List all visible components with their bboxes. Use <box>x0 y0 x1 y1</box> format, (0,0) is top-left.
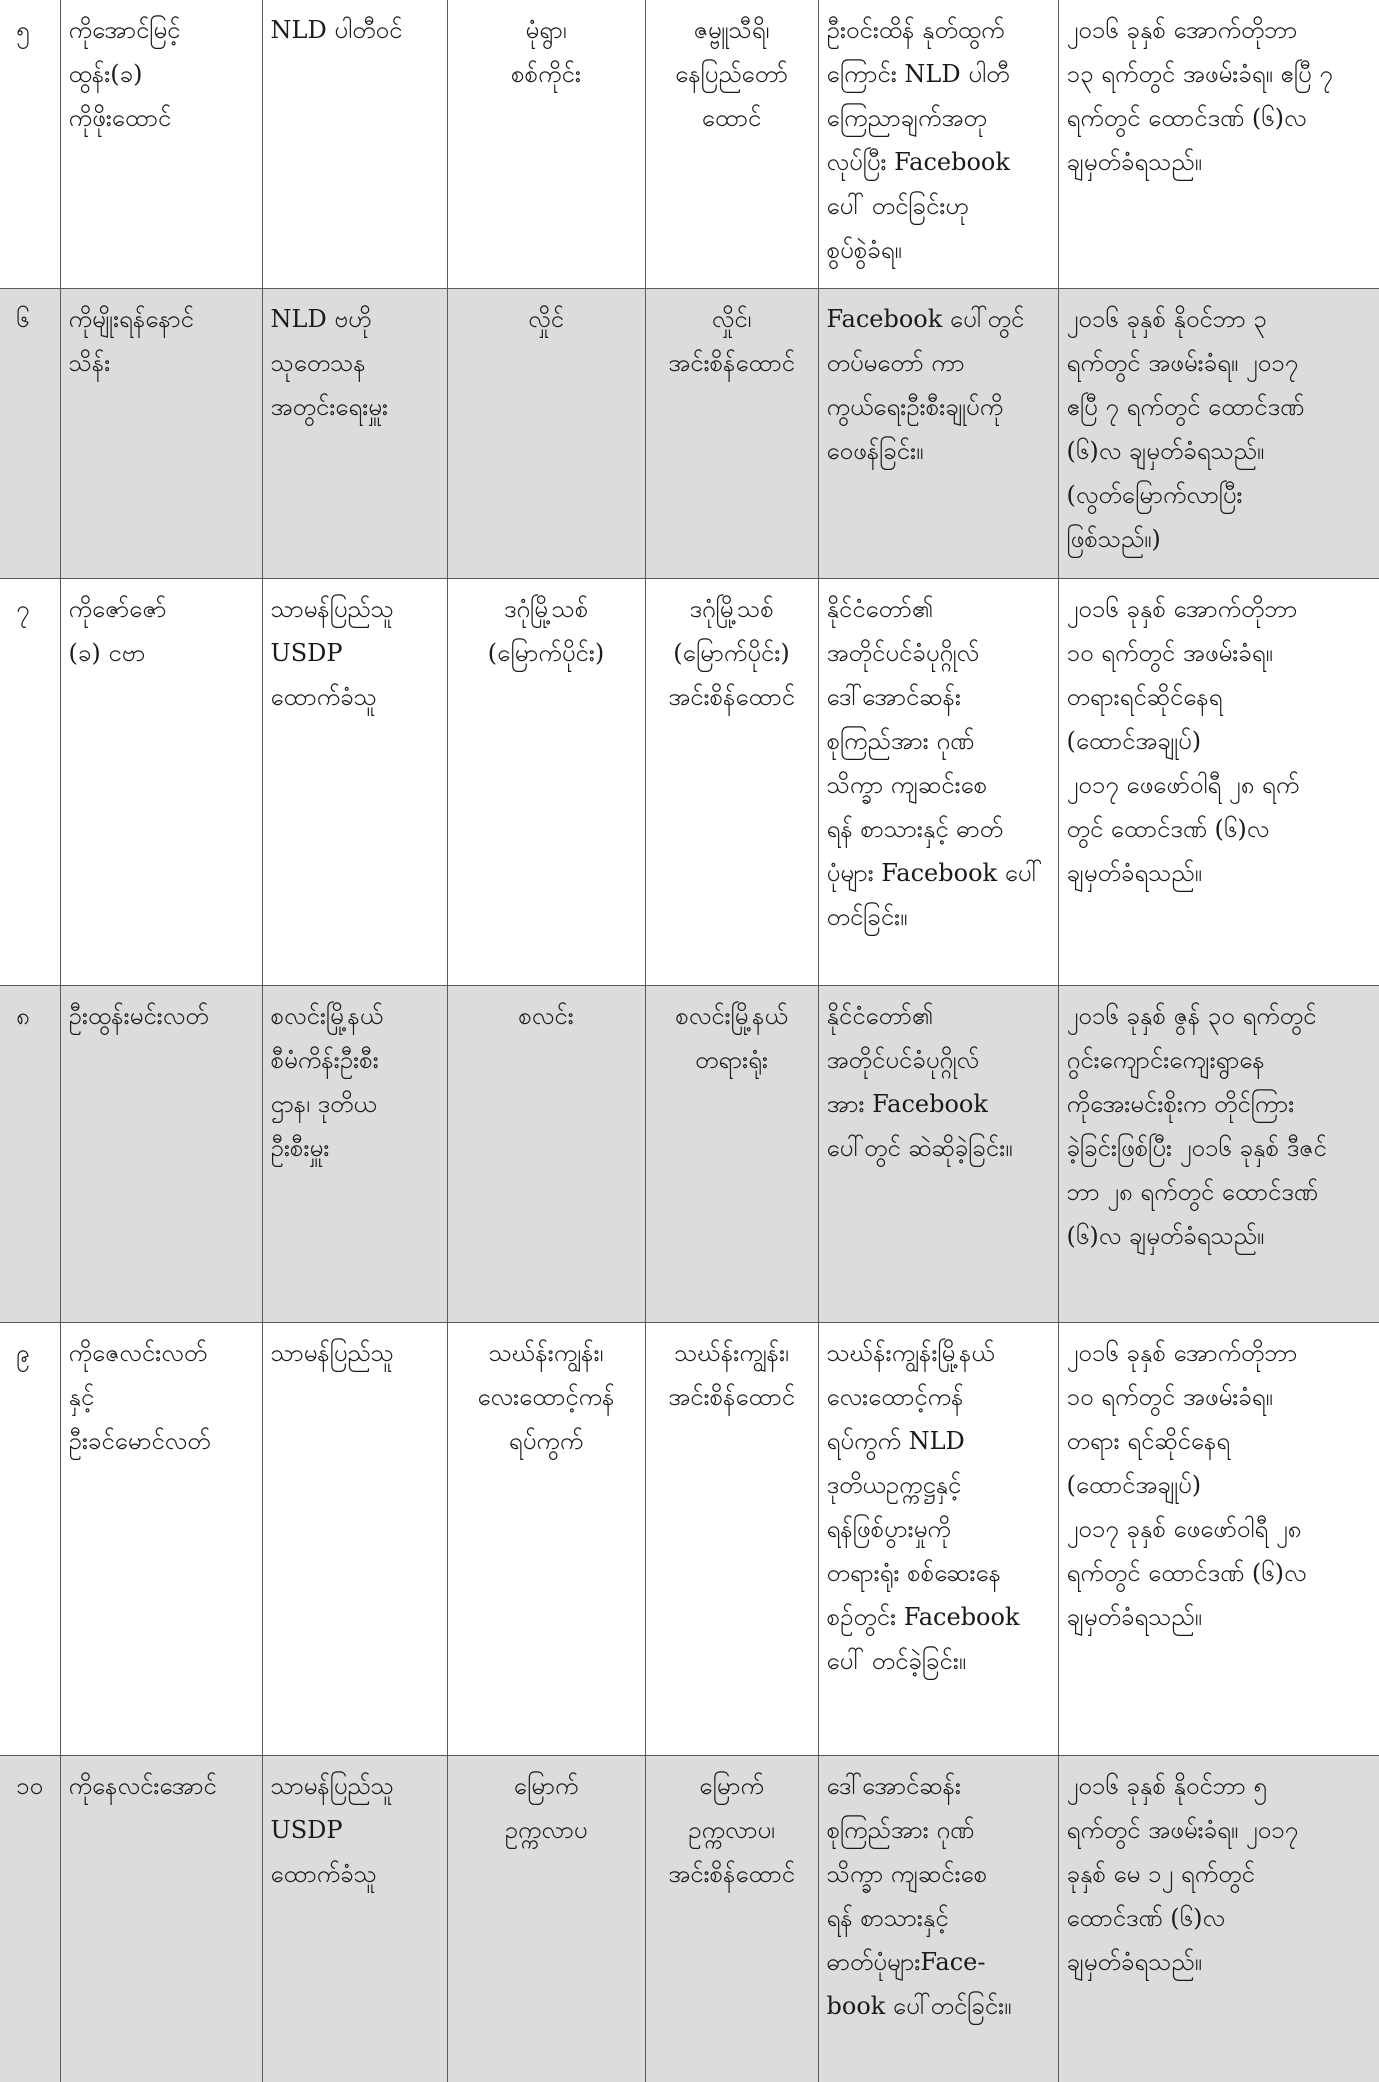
affiliation: စလင်းမြို့နယ် စီမံကိန်းဦးစီး ဌာန၊ ဒုတိယ ဦးစီးမှူး <box>262 985 447 1322</box>
row-number: ၈ <box>0 985 60 1322</box>
person-name: ကိုနေလင်းအောင် <box>60 1755 262 2082</box>
table-row <box>0 1322 1379 1755</box>
row-number: ၆ <box>0 288 60 578</box>
affiliation: သာမန်ပြည်သူ USDP ထောက်ခံသူ <box>262 578 447 985</box>
charge: သဃ်န်းကျွန်းမြို့နယ် လေးထောင့်ကန် ရပ်ကွက် NLD ဒုတိယဥက္ကဋ္ဌနှင့် ရန်ဖြစ်ပွားမှုကို တရားရုံး စစ်ဆေးနေ စဉ်တွင်း Facebook ပေါ် တင်ခဲ့ခြင်း။ <box>818 1322 1058 1755</box>
person-name: ဦးထွန်းမင်းလတ် <box>60 985 262 1322</box>
location: စလင်း <box>447 985 645 1322</box>
court-prison: သဃ်န်းကျွန်း၊ အင်းစိန်ထောင် <box>645 1322 818 1755</box>
table-row <box>0 0 1379 288</box>
table-row <box>0 1755 1379 2082</box>
location: လှိုင် <box>447 288 645 578</box>
table-row <box>0 578 1379 985</box>
status: ၂၀၁၆ ခုနှစ် ဇွန် ၃၀ ရက်တွင် ဂွင်းကျောင်းကျေးရွာနေ ကိုအေးမင်းစိုးက တိုင်ကြား ခဲ့ခြင်းဖြစ်ပြီး ၂၀၁၆ ခုနှစ် ဒီဇင် ဘာ ၂၈ ရက်တွင် ထောင်ဒဏ် (၆)လ ချမှတ်ခံရသည်။ <box>1058 985 1379 1322</box>
status: ၂၀၁၆ ခုနှစ် အောက်တိုဘာ ၁၀ ရက်တွင် အဖမ်းခံရ။ တရားရင်ဆိုင်နေရ (ထောင်အချုပ်) ၂၀၁၇ ဖေဖော်ဝါရီ ၂၈ ရက် တွင် ထောင်ဒဏ် (၆)လ ချမှတ်ခံရသည်။ <box>1058 578 1379 985</box>
row-number: ၇ <box>0 578 60 985</box>
table-row <box>0 985 1379 1322</box>
row-number: ၁၀ <box>0 1755 60 2082</box>
location: မုံရွာ၊ စစ်ကိုင်း <box>447 0 645 288</box>
person-name: ကိုအောင်မြင့် ထွန်း(ခ) ကိုဖိုးထောင် <box>60 0 262 288</box>
status: ၂၀၁၆ ခုနှစ် နိုဝင်ဘာ ၅ ရက်တွင် အဖမ်းခံရ။ ၂၀၁၇ ခုနှစ် မေ ၁၂ ရက်တွင် ထောင်ဒဏ် (၆)လ ချမှတ်ခံရသည်။ <box>1058 1755 1379 2082</box>
affiliation: သာမန်ပြည်သူ <box>262 1322 447 1755</box>
row-number: ၉ <box>0 1322 60 1755</box>
court-prison: ဒဂုံမြို့သစ် (မြောက်ပိုင်း) အင်းစိန်ထောင် <box>645 578 818 985</box>
affiliation: NLD ပါတီဝင် <box>262 0 447 288</box>
status: ၂၀၁၆ ခုနှစ် အောက်တိုဘာ ၁၃ ရက်တွင် အဖမ်းခံရ။ ဧပြီ ၇ ရက်တွင် ထောင်ဒဏ် (၆)လ ချမှတ်ခံရသည်။ <box>1058 0 1379 288</box>
charge: Facebook ပေါ်တွင် တပ်မတော် ကာ ကွယ်ရေးဦးစီးချုပ်ကို ဝေဖန်ခြင်း။ <box>818 288 1058 578</box>
table-row <box>0 288 1379 578</box>
charge: နိုင်ငံတော်၏ အတိုင်ပင်ခံပုဂ္ဂိုလ် ဒေါ်အောင်ဆန်း စုကြည်အား ဂုဏ် သိက္ခာ ကျဆင်းစေ ရန် စာသားနှင့် ဓာတ် ပုံများ Facebook ပေါ် တင်ခြင်း။ <box>818 578 1058 985</box>
person-name: ကိုဇေလင်းလတ် နှင့် ဦးခင်မောင်လတ် <box>60 1322 262 1755</box>
status: ၂၀၁၆ ခုနှစ် နိုဝင်ဘာ ၃ ရက်တွင် အဖမ်းခံရ။ ၂၀၁၇ ဧပြီ ၇ ရက်တွင် ထောင်ဒဏ် (၆)လ ချမှတ်ခံရသည်။ (လွတ်မြောက်လာပြီး ဖြစ်သည်။) <box>1058 288 1379 578</box>
court-prison: လှိုင်၊ အင်းစိန်ထောင် <box>645 288 818 578</box>
affiliation: NLD ဗဟို သုတေသန အတွင်းရေးမှူး <box>262 288 447 578</box>
person-name: ကိုမျိုးရန်နောင် သိန်း <box>60 288 262 578</box>
status: ၂၀၁၆ ခုနှစ် အောက်တိုဘာ ၁၀ ရက်တွင် အဖမ်းခံရ။ တရား ရင်ဆိုင်နေရ (ထောင်အချုပ်) ၂၀၁၇ ခုနှစ် ဖေဖော်ဝါရီ ၂၈ ရက်တွင် ထောင်ဒဏ် (၆)လ ချမှတ်ခံရသည်။ <box>1058 1322 1379 1755</box>
court-prison: ဇမ္ဗူသီရိ၊ နေပြည်တော် ထောင် <box>645 0 818 288</box>
charge: ဦးဝင်းထိန် နုတ်ထွက် ကြောင်း NLD ပါတီ ကြေညာချက်အတု လုပ်ပြီး Facebook ပေါ် တင်ခြင်းဟု စွပ်စွဲခံရ။ <box>818 0 1058 288</box>
affiliation: သာမန်ပြည်သူ USDP ထောက်ခံသူ <box>262 1755 447 2082</box>
court-prison: မြောက် ဥက္ကလာပ၊ အင်းစိန်ထောင် <box>645 1755 818 2082</box>
person-name: ကိုဇော်ဇော် (ခ) ငဗာ <box>60 578 262 985</box>
charge: ဒေါ်အောင်ဆန်း စုကြည်အား ဂုဏ် သိက္ခာ ကျဆင်းစေ ရန် စာသားနှင့် ဓာတ်ပုံများFace- book ပေါ်တင်ခြင်း။ <box>818 1755 1058 2082</box>
location: မြောက် ဥက္ကလာပ <box>447 1755 645 2082</box>
court-prison: စလင်းမြို့နယ် တရားရုံး <box>645 985 818 1322</box>
location: သဃ်န်းကျွန်း၊ လေးထောင့်ကန် ရပ်ကွက် <box>447 1322 645 1755</box>
charge: နိုင်ငံတော်၏ အတိုင်ပင်ခံပုဂ္ဂိုလ် အား Facebook ပေါ်တွင် ဆဲဆိုခဲ့ခြင်း။ <box>818 985 1058 1322</box>
location: ဒဂုံမြို့သစ် (မြောက်ပိုင်း) <box>447 578 645 985</box>
row-number: ၅ <box>0 0 60 288</box>
